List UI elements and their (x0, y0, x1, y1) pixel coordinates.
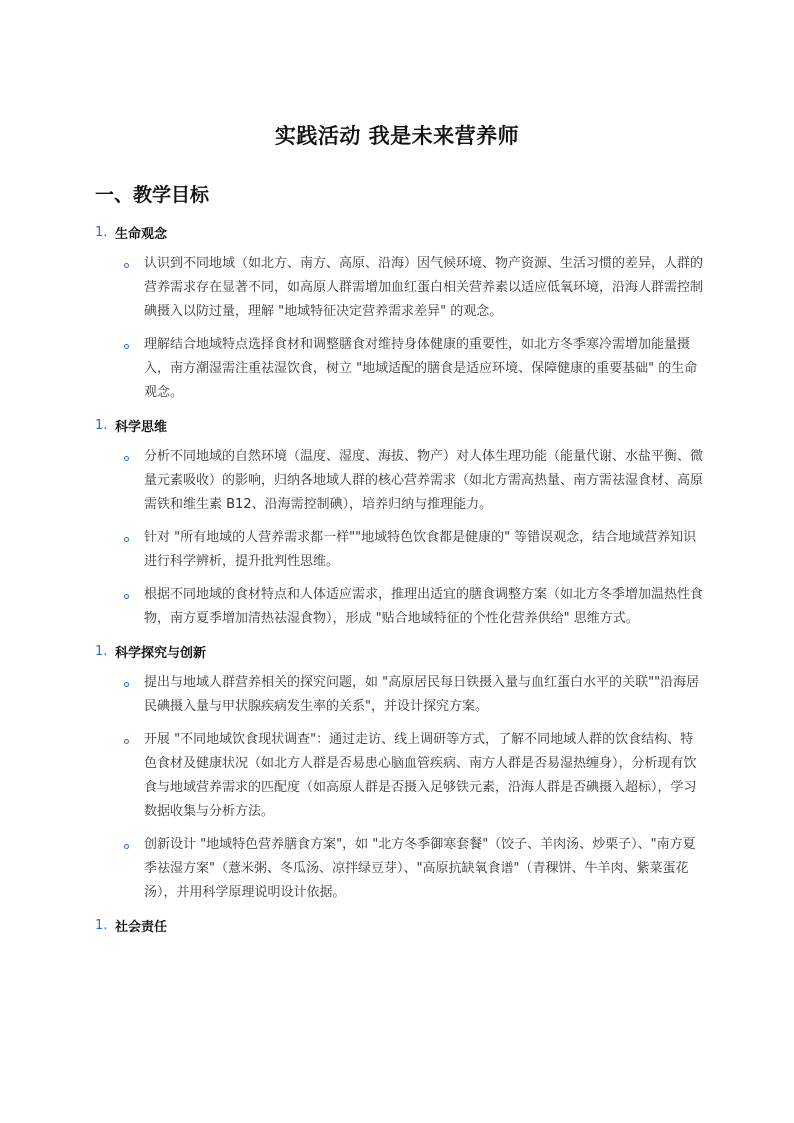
bullet-circle-icon (124, 456, 129, 461)
bullet-circle-icon (124, 844, 129, 849)
bullet-circle-icon (124, 344, 129, 349)
bullet-circle-icon (124, 594, 129, 599)
objective-title (95, 914, 705, 936)
objective-item-inquiry-innovation (95, 640, 705, 905)
objective-title-text: 科学思维 (115, 419, 168, 435)
list-item-text: 根据不同地域的食材特点和人体适应需求，推理出适宜的膳食调整方案（如北方冬季增加温热性食物，南方夏季增加清热祛湿食物），形成 "贴合地域特征的个性化营养供给" 思维方式。 (144, 587, 704, 626)
list-item (95, 728, 705, 824)
objective-item-scientific-thinking (95, 414, 705, 631)
bullet-circle-icon (124, 739, 129, 744)
objective-item-social-responsibility (95, 914, 705, 936)
list-item-text: 理解结合地域特点选择食材和调整膳食对维持身体健康的重要性，如北方冬季寒冷需增加能量摄入，南方潮湿需注重祛湿饮食，树立 "地域适配的膳食是适应环境、保障健康的重要基础" 的生命观念。 (144, 337, 698, 400)
bullet-circle-icon (124, 682, 129, 687)
list-item (95, 445, 705, 517)
bullet-list (95, 252, 705, 405)
list-item-text: 认识到不同地域（如北方、南方、高原、沿海）因气候环境、物产资源、生活习惯的差异，人群的营养需求存在显著不同，如高原人群需增加血红蛋白相关营养素以适应低氧环境，沿海人群需控制碘摄入以防过量，理解 "地域特征决定营养需求差异" 的观念。 (144, 256, 704, 319)
list-number: 1. (95, 643, 108, 659)
list-item-text: 创新设计 "地域特色营养膳食方案"，如 "北方冬季御寒套餐"（饺子、羊肉汤、炒栗子）、"南方夏季祛湿方案"（薏米粥、冬瓜汤、凉拌绿豆芽）、"高原抗缺氧食谱"（青稞饼、牛羊肉、紫菜蛋花汤），并用科学原理说明设计依据。 (144, 837, 696, 900)
objective-title (95, 221, 705, 243)
bullet-circle-icon (124, 263, 129, 268)
bullet-list (95, 445, 705, 631)
list-item (95, 583, 705, 631)
page-title: 实践活动 我是未来营养师 (274, 124, 520, 148)
list-item (95, 833, 705, 905)
list-item-text: 开展 "不同地域饮食现状调查"：通过走访、线上调研等方式，了解不同地域人群的饮食结构、特色食材及健康状况（如北方人群是否易患心脑血管疾病、南方人群是否易湿热缠身），分析现有饮食与地域营养需求的匹配度（如高原人群是否摄入足够铁元素，沿海人群是否碘摄入超标），学习数据收集与分析方法。 (144, 732, 697, 819)
list-number: 1. (95, 917, 108, 933)
list-item (95, 671, 705, 719)
list-item (95, 252, 705, 324)
list-item-text: 针对 "所有地域的人营养需求都一样""地域特色饮食都是健康的" 等错误观念，结合地域营养知识进行科学辨析，提升批判性思维。 (144, 530, 697, 569)
list-item-text: 分析不同地域的自然环境（温度、湿度、海拔、物产）对人体生理功能（能量代谢、水盐平衡、微量元素吸收）的影响，归纳各地域人群的核心营养需求（如北方需高热量、南方需祛湿食材、高原需铁和维生素 B12、沿海需控制碘），培养归纳与推理能力。 (144, 449, 704, 512)
bullet-list (95, 671, 705, 905)
list-number: 1. (95, 417, 108, 433)
list-item (95, 333, 705, 405)
objective-item-life-concepts (95, 221, 705, 405)
objective-title (95, 640, 705, 662)
objectives-list (95, 221, 705, 945)
section-heading: 一、教学目标 (95, 184, 210, 206)
list-item-text: 提出与地域人群营养相关的探究问题，如 "高原居民每日铁摄入量与血红蛋白水平的关联""沿海居民碘摄入量与甲状腺疾病发生率的关系"，并设计探究方案。 (144, 675, 700, 714)
list-item (95, 526, 705, 574)
objective-title-text: 社会责任 (115, 919, 168, 935)
list-number: 1. (95, 224, 108, 240)
objective-title-text: 科学探究与创新 (115, 645, 207, 661)
objective-title-text: 生命观念 (115, 226, 168, 242)
objective-title (95, 414, 705, 436)
bullet-circle-icon (124, 537, 129, 542)
